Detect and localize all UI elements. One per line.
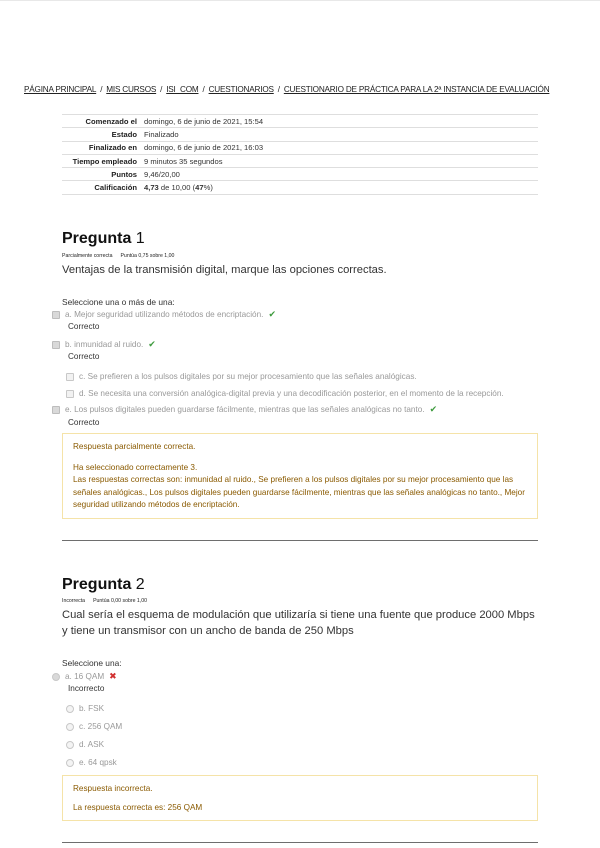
option-label: c. Se prefieren a los pulsos digitales por su mejor procesamiento que las señales analógicas. (79, 372, 417, 381)
summary-label: Calificación (94, 183, 137, 193)
checkbox-checked-icon[interactable] (52, 341, 60, 349)
feedback-right-answer: La respuesta correcta es: 256 QAM (73, 802, 203, 812)
question-word: Pregunta (62, 576, 132, 593)
question-2-feedback (62, 775, 538, 821)
summary-value (143, 181, 538, 194)
summary-value: domingo, 6 de junio de 2021, 15:54 (144, 116, 264, 126)
q1-option-c[interactable] (66, 372, 417, 381)
q1-option-d[interactable] (66, 389, 504, 398)
question-1-prompt: Seleccione una o más de una: (62, 297, 175, 307)
summary-label: Puntos (111, 169, 137, 179)
checkbox-checked-icon[interactable] (52, 311, 60, 319)
radio-icon[interactable] (66, 723, 74, 731)
feedback-right-answers: Las respuestas correctas son: inmunidad al ruido., Se prefieren a los pulsos digitales por su mejor procesamiento que las señales analógicas., Los pulsos digitales pueden guardarse fácilmente, mientras que las señales analógicas no tanto., Mejor seguridad utilizando métodos de encriptación. (73, 475, 525, 509)
option-label: a. Mejor seguridad utilizando métodos de encriptación. (65, 310, 264, 319)
option-label: d. ASK (79, 740, 105, 749)
grade-percent: 47 (195, 183, 204, 193)
question-2-prompt: Seleccione una: (62, 658, 122, 668)
radio-icon[interactable] (66, 759, 74, 767)
option-label: d. Se necesita una conversión analógica-digital previa y una decodificación posterior, en el momento de la recepción. (79, 389, 504, 398)
attempt-summary-table (62, 114, 538, 195)
summary-row-points (62, 168, 538, 181)
question-2-text: Cual sería el esquema de modulación que utilizaría si tiene una fuente que produce 2000 Mbps y tiene un transmisor con un ancho de banda de 250 Mbps (62, 609, 535, 637)
summary-row-finished (62, 141, 538, 154)
feedback-summary: Respuesta incorrecta. (73, 784, 153, 793)
question-1-meta (62, 253, 174, 259)
q2-option-b[interactable] (66, 704, 104, 713)
check-mark-icon: ✔ (429, 404, 438, 414)
question-1-text: Ventajas de la transmisión digital, marque las opciones correctas. (62, 264, 387, 276)
summary-row-started (62, 115, 538, 128)
question-state: Parcialmente correcta (62, 253, 113, 259)
question-1-title (62, 230, 145, 248)
q2-option-c[interactable] (66, 722, 122, 731)
summary-label: Tiempo empleado (72, 156, 137, 166)
option-label: c. 256 QAM (79, 722, 123, 731)
summary-row-state (62, 128, 538, 141)
top-rule (0, 0, 600, 1)
summary-value: Finalizado (144, 129, 179, 139)
summary-label: Comenzado el (85, 116, 137, 126)
q1-option-a-status: Correcto (68, 322, 100, 331)
q2-option-a-status: Incorrecto (68, 684, 105, 693)
check-mark-icon: ✔ (268, 309, 276, 319)
question-2-meta (62, 598, 147, 604)
breadcrumb-quizzes[interactable]: CUESTIONARIOS (208, 85, 274, 94)
question-separator (62, 842, 538, 843)
option-label: a. 16 QAM (65, 672, 105, 681)
option-label: e. 64 qpsk (79, 758, 117, 767)
q2-option-e[interactable] (66, 758, 117, 767)
radio-icon[interactable] (66, 741, 74, 749)
check-mark-icon: ✔ (148, 339, 156, 349)
summary-row-time (62, 154, 538, 167)
cross-mark-icon: ✖ (109, 671, 117, 681)
summary-value: 9,46/20,00 (144, 169, 180, 179)
grade-score: 4,73 (144, 183, 159, 193)
checkbox-icon[interactable] (66, 373, 74, 381)
summary-row-grade (62, 181, 538, 194)
option-label: e. Los pulsos digitales pueden guardarse fácilmente, mientras que las señales analógicas no tanto. (65, 405, 425, 414)
breadcrumb: PÁGINA PRINCIPAL / MIS CURSOS / ISI_COM / CUESTIONARIOS / CUESTIONARIO DE PRÁCTICA PARA LA 2ª INSTANCIA DE EVALUACIÓN (24, 85, 550, 94)
q1-option-a[interactable] (52, 309, 276, 320)
q1-option-e[interactable] (52, 404, 437, 415)
summary-label: Estado (111, 129, 137, 139)
option-label: b. inmunidad al ruido. (65, 340, 144, 349)
checkbox-checked-icon[interactable] (52, 406, 60, 414)
q1-option-b-status: Correcto (68, 352, 100, 361)
q2-option-a[interactable] (52, 671, 117, 682)
feedback-summary: Respuesta parcialmente correcta. (73, 442, 196, 451)
question-score: Puntúa 0,75 sobre 1,00 (120, 253, 175, 259)
question-separator (62, 540, 538, 541)
radio-icon[interactable] (66, 705, 74, 713)
breadcrumb-quiz[interactable]: CUESTIONARIO DE PRÁCTICA PARA LA 2ª INSTANCIA DE EVALUACIÓN (283, 85, 550, 94)
question-word: Pregunta (62, 230, 132, 247)
breadcrumb-course[interactable]: ISI_COM (166, 85, 199, 94)
question-2-title (62, 576, 145, 594)
question-1-feedback (62, 433, 538, 519)
breadcrumb-my-courses[interactable]: MIS CURSOS (106, 85, 157, 94)
question-number: 2 (135, 576, 145, 593)
q2-option-d[interactable] (66, 740, 104, 749)
radio-checked-icon[interactable] (52, 673, 60, 681)
grade-close: %) (203, 183, 213, 193)
option-label: b. FSK (79, 704, 105, 713)
checkbox-icon[interactable] (66, 390, 74, 398)
q1-option-e-status: Correcto (68, 418, 100, 427)
summary-value: 9 minutos 35 segundos (144, 156, 223, 166)
feedback-selected: Ha seleccionado correctamente 3. (73, 462, 198, 472)
summary-label: Finalizado en (88, 143, 137, 153)
question-number: 1 (135, 230, 145, 247)
grade-of: de 10,00 ( (160, 183, 196, 193)
question-score: Puntúa 0,00 sobre 1,00 (93, 598, 148, 604)
q1-option-b[interactable] (52, 339, 156, 350)
summary-value: domingo, 6 de junio de 2021, 16:03 (144, 143, 264, 153)
question-state: Incorrecta (62, 598, 86, 604)
breadcrumb-home[interactable]: PÁGINA PRINCIPAL (24, 85, 97, 94)
